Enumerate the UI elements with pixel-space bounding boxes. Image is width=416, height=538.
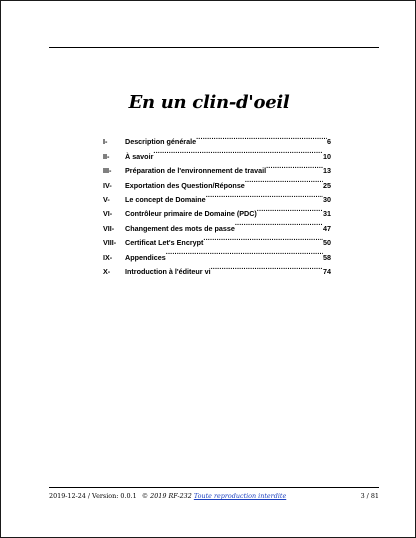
toc-entry-number: VI- [103, 209, 113, 219]
toc-entry-title[interactable]: Préparation de l'environnement de travail [125, 166, 267, 176]
toc-entry-number: IV- [103, 180, 112, 190]
toc-entry-number: I- [103, 137, 108, 147]
table-of-contents [103, 130, 331, 274]
toc-entry-page[interactable]: 10 [323, 151, 331, 161]
toc-entry-number: X- [103, 266, 111, 276]
footer-copyright: © 2019 RF-232 [141, 492, 192, 500]
footer-page-number: 3 / 81 [360, 492, 379, 500]
toc-entry-number: II- [103, 151, 110, 161]
footer-copyright-block [49, 490, 379, 502]
toc-entry-number: III- [103, 166, 112, 176]
toc-entry-number: VII- [103, 223, 115, 233]
toc-entry-title[interactable]: Le concept de Domaine [125, 194, 206, 204]
toc-leader-dots [196, 130, 327, 144]
toc-leader-dots [235, 216, 323, 230]
toc-entry-page[interactable]: 74 [323, 266, 331, 276]
footer-rule [49, 487, 379, 488]
toc-entry-title[interactable]: Certificat Let's Encrypt [125, 238, 204, 248]
toc-entry-1[interactable] [103, 130, 331, 147]
toc-leader-dots [245, 173, 323, 187]
toc-entry-title[interactable]: Appendices [125, 252, 166, 262]
toc-entry-page[interactable]: 31 [323, 209, 331, 219]
toc-entry-number: IX- [103, 252, 113, 262]
page-title: En un clin-d'oeil [128, 92, 290, 113]
toc-leader-dots [266, 159, 323, 173]
toc-entry-title[interactable]: Description générale [125, 137, 197, 147]
toc-entry-page[interactable]: 30 [323, 194, 331, 204]
toc-leader-dots [166, 245, 323, 259]
toc-leader-dots [211, 260, 323, 274]
footer-date-version: 2019-12-24 / Version: 0.0.1 [49, 492, 137, 500]
toc-entry-title[interactable]: Contrôleur primaire de Domaine (PDC) [125, 209, 257, 219]
toc-entry-title[interactable]: Exportation des Question/Réponse [125, 180, 245, 190]
toc-entry-number: VIII- [103, 238, 117, 248]
header-rule [49, 47, 379, 48]
toc-leader-dots [153, 144, 323, 158]
footer-reproduction-link[interactable]: Toute reproduction interdite [193, 492, 287, 500]
toc-entry-page[interactable]: 50 [323, 238, 331, 248]
toc-entry-page[interactable]: 13 [323, 166, 331, 176]
toc-entry-page[interactable]: 47 [323, 223, 331, 233]
toc-entry-page[interactable]: 6 [327, 137, 331, 147]
toc-leader-dots [206, 188, 323, 202]
toc-entry-title[interactable]: À savoir [125, 151, 154, 161]
toc-entry-page[interactable]: 58 [323, 252, 331, 262]
toc-entry-number: V- [103, 194, 110, 204]
toc-entry-page[interactable]: 25 [323, 180, 331, 190]
toc-leader-dots [257, 202, 323, 216]
toc-leader-dots [203, 231, 323, 245]
toc-entry-title[interactable]: Introduction à l'éditeur vi [125, 266, 211, 276]
page-footer [49, 490, 379, 502]
toc-entry-title[interactable]: Changement des mots de passe [125, 223, 235, 233]
